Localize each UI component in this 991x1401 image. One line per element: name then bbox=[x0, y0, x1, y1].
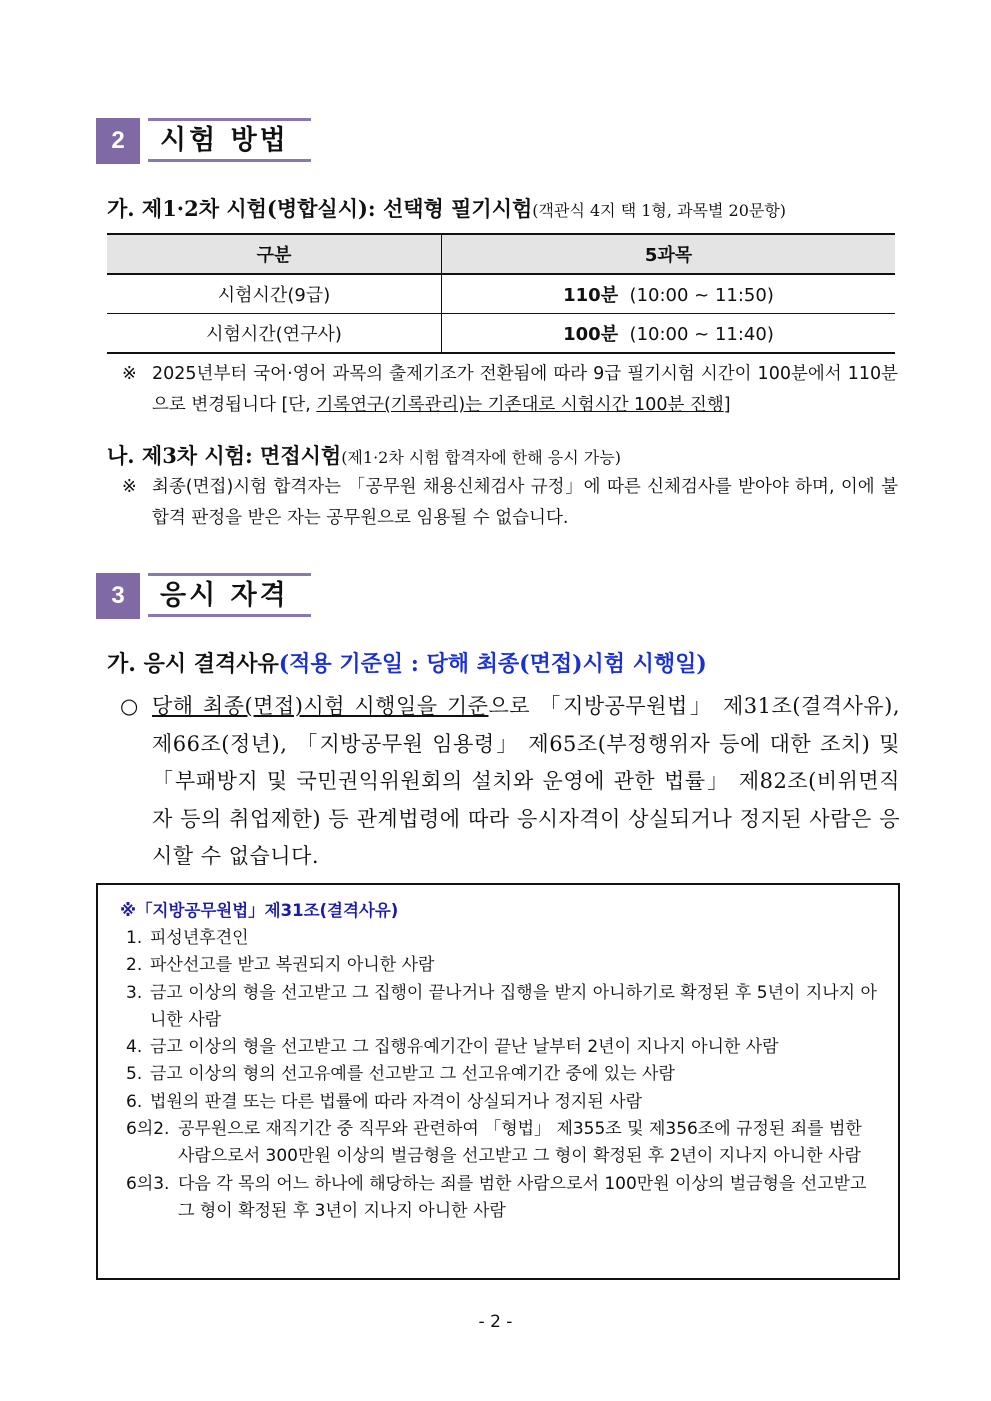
list-item bbox=[126, 925, 880, 952]
note-exam-time-change bbox=[122, 359, 898, 421]
list-item bbox=[126, 1089, 880, 1116]
item-text: 다음 각 목의 어느 하나에 해당하는 죄를 범한 사람으로서 100만원 이상의 벌금형을 선고받고 그 형이 확정된 후 3년이 지나지 아니한 사람 bbox=[178, 1173, 867, 1221]
item-text: 금고 이상의 형을 선고받고 그 집행유예기간이 끝난 날부터 2년이 지나지 아니한 사람 bbox=[150, 1037, 779, 1058]
item-text: 피성년후견인 bbox=[150, 928, 249, 948]
section-header-method bbox=[96, 118, 311, 164]
note-mark: ※ bbox=[122, 477, 137, 497]
time-range: (10:00 ~ 11:50) bbox=[629, 285, 774, 306]
list-item bbox=[126, 1034, 880, 1061]
table-header-row bbox=[107, 234, 895, 274]
exam-time-table bbox=[107, 233, 895, 354]
item-number: 6. bbox=[126, 1091, 143, 1112]
qualification-bullet bbox=[120, 688, 900, 876]
section-title: 응시 자격 bbox=[148, 573, 311, 617]
list-item bbox=[126, 980, 880, 1035]
table-header: 구분 bbox=[107, 234, 442, 274]
section-title: 시험 방법 bbox=[148, 118, 311, 162]
disqualification-box bbox=[96, 883, 900, 1280]
item-number: 2. bbox=[126, 955, 143, 976]
list-item bbox=[126, 1116, 880, 1171]
item-number: 3. bbox=[126, 982, 143, 1003]
subheading-disqualification bbox=[107, 647, 707, 678]
item-number: 4. bbox=[126, 1037, 143, 1058]
item-number: 6의3. bbox=[126, 1173, 170, 1194]
list-item bbox=[126, 1171, 880, 1226]
list-item bbox=[126, 1061, 880, 1088]
table-cell-label: 시험시간(9급) bbox=[107, 274, 442, 314]
list-item bbox=[126, 952, 880, 979]
item-number: 1. bbox=[126, 928, 143, 948]
note-text: 최종(면접)시험 합격자는 「공무원 채용신체검사 규정」에 따른 신체검사를 받아야 하며, 이에 불합격 판정을 받은 자는 공무원으로 임용될 수 없습니다. bbox=[152, 477, 898, 528]
minutes-value: 110분 bbox=[563, 285, 619, 306]
table-header: 5과목 bbox=[442, 234, 896, 274]
item-text: 금고 이상의 형을 선고받고 그 집행이 끝나거나 집행을 받지 아니하기로 확정된 후 5년이 지나지 아니한 사람 bbox=[150, 982, 877, 1030]
minutes-value: 100분 bbox=[563, 324, 619, 345]
table-row bbox=[107, 314, 895, 354]
item-text: 파산선고를 받고 복권되지 아니한 사람 bbox=[150, 955, 435, 976]
table-cell-time bbox=[442, 274, 896, 314]
subheading-main: 가. 제1·2차 시험(병합실시): 선택형 필기시험 bbox=[107, 196, 533, 221]
subheading-paren: (제1·2차 시험 합격자에 한해 응시 가능) bbox=[341, 448, 621, 467]
note-text-underlined: 기록연구(기록관리)는 기존대로 시험시간 100분 진행 bbox=[316, 395, 724, 415]
note-text-part: ] bbox=[723, 395, 731, 415]
bullet-text-underlined: 당해 최종(면접)시험 시행일을 기준 bbox=[152, 694, 489, 718]
item-number: 6의2. bbox=[126, 1119, 170, 1140]
table-row bbox=[107, 274, 895, 314]
subheading-criteria: (적용 기준일 : 당해 최종(면접)시험 시행일) bbox=[278, 651, 707, 677]
item-text: 공무원으로 재직기간 중 직무와 관련하여 「형법」 제355조 및 제356조에 규정된 죄를 범한 사람으로서 300만원 이상의 벌금형을 선고받고 그 형이 확정된 후 2년이 지나지 아니한 사람 bbox=[178, 1119, 862, 1167]
section-number: 3 bbox=[96, 573, 140, 619]
table-cell-label: 시험시간(연구사) bbox=[107, 314, 442, 354]
time-range: (10:00 ~ 11:40) bbox=[629, 324, 774, 345]
item-number: 5. bbox=[126, 1064, 143, 1085]
bullet-text-part: 으로 「지방공무원법」 제31조(결격사유), 제66조(정년), 「지방공무원 임용령」 제65조(부정행위자 등에 대한 조치) 및 「부패방지 및 국민권익위원회의 설치와 운영에 관한 법률」 제82조(비위면직자 등의 취업제한) 등 관계법령에 따라 응시자격이 상실되거나 정지된 사람은 응시할 수 없습니다. bbox=[152, 694, 901, 868]
item-text: 금고 이상의 형의 선고유예를 선고받고 그 선고유예기간 중에 있는 사람 bbox=[150, 1064, 675, 1085]
subheading-interview bbox=[107, 440, 621, 470]
section-number: 2 bbox=[96, 118, 140, 164]
note-mark: ※ bbox=[122, 364, 137, 384]
subheading-main: 나. 제3차 시험: 면접시험 bbox=[107, 443, 342, 468]
page-number: - 2 - bbox=[478, 1312, 513, 1332]
item-text: 법원의 판결 또는 다른 법률에 따라 자격이 상실되거나 정지된 사람 bbox=[150, 1091, 643, 1112]
bullet-mark: ○ bbox=[120, 694, 139, 718]
box-title: ※「지방공무원법」제31조(결격사유) bbox=[120, 901, 399, 920]
section-header-qualification bbox=[96, 573, 311, 619]
subheading-paren: (객관식 4지 택 1형, 과목별 20문항) bbox=[532, 201, 787, 220]
table-cell-time bbox=[442, 314, 896, 354]
bullet-text bbox=[152, 688, 900, 876]
note-physical-exam bbox=[122, 472, 898, 534]
subheading-written-exam bbox=[107, 193, 786, 223]
subheading-main: 가. 응시 결격사유 bbox=[107, 651, 279, 677]
note-text-part: 2025년부터 국어·영어 과목의 출제기조가 전환됨에 따라 9급 필기시험 시간이 100분에서 110분으로 변경됩니다 [단, bbox=[152, 364, 898, 415]
note-text bbox=[152, 359, 898, 421]
